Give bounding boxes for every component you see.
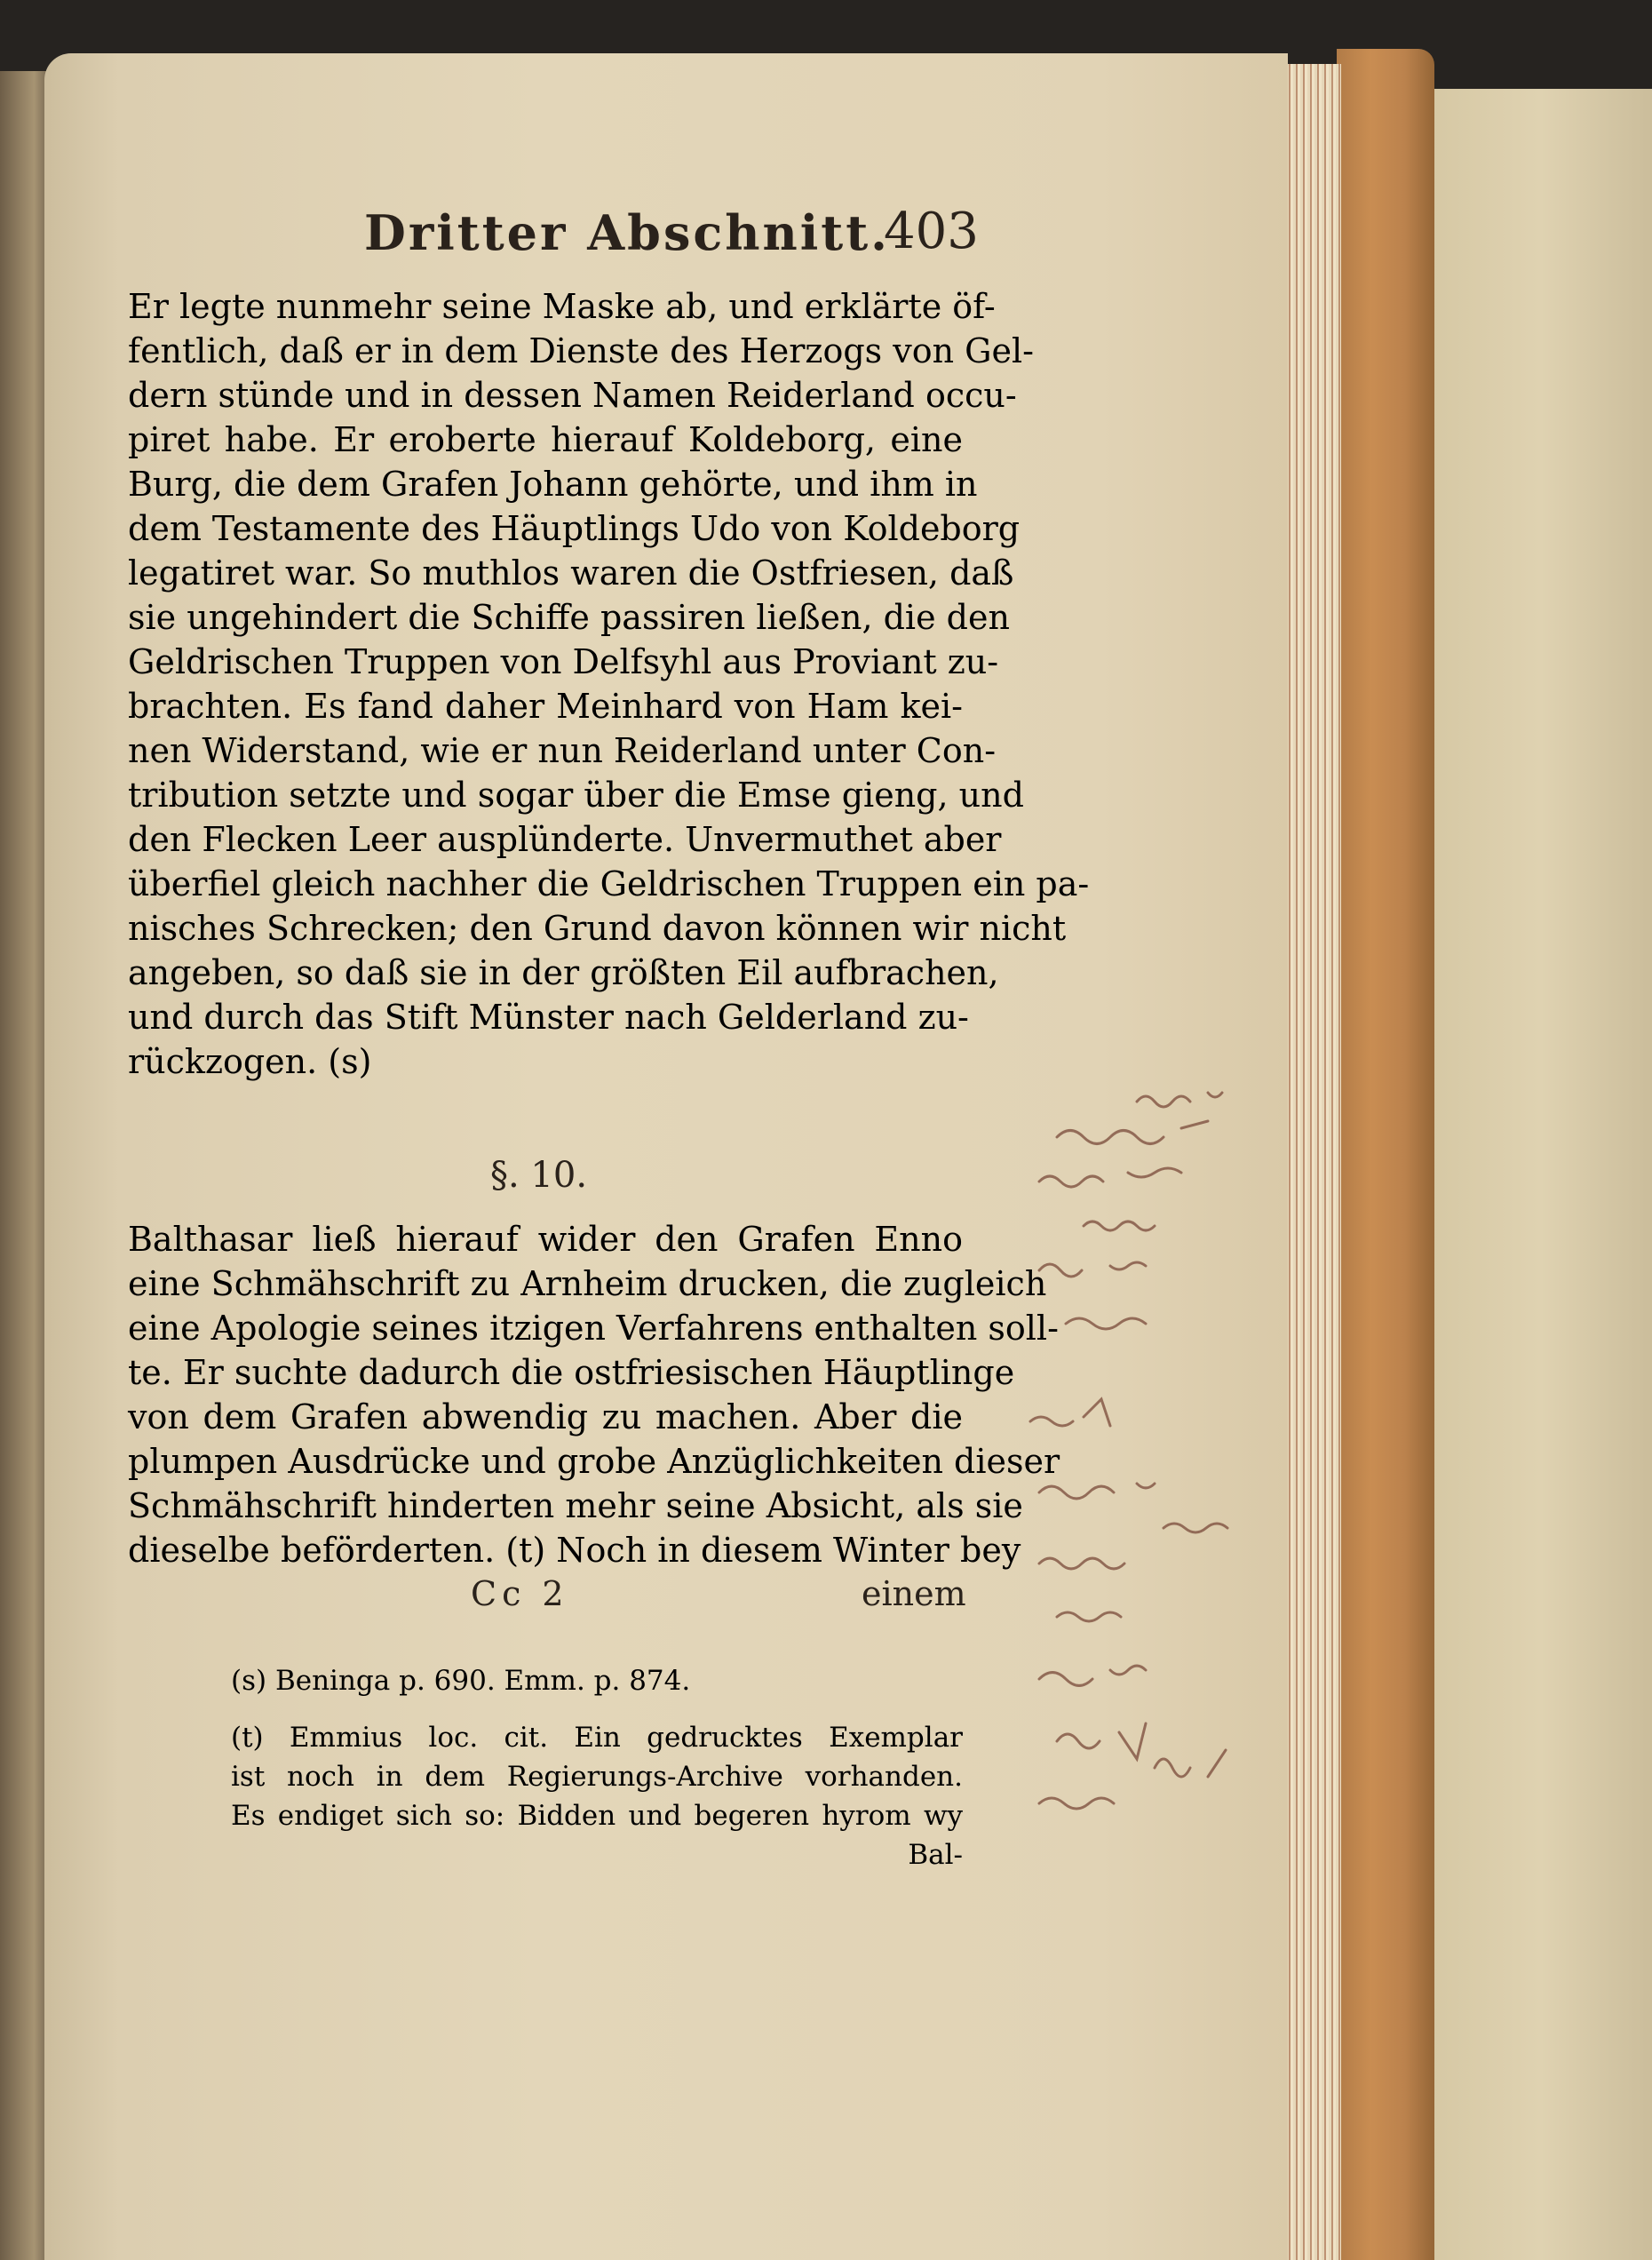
right-margin-strip — [1430, 89, 1652, 2260]
body-line: eine Schmähschrift zu Arnheim drucken, die zugleich — [128, 1264, 1047, 1303]
body-line: angeben, so daß sie in der größten Eil aufbrachen, — [128, 953, 999, 992]
body-line: brachten. Es fand daher Meinhard von Ham kei- — [128, 687, 963, 726]
body-line: Burg, die dem Grafen Johann gehörte, und ihm in — [128, 465, 978, 504]
book-cover-edge — [1337, 49, 1434, 2260]
body-line: und durch das Stift Münster nach Gelderland zu- — [128, 998, 969, 1037]
body-line: rückzogen. (s) — [128, 1042, 372, 1081]
body-line: plumpen Ausdrücke und grobe Anzüglichkeiten dieser — [128, 1442, 1060, 1481]
body-line: eine Apologie seines itzigen Verfahrens enthalten soll- — [128, 1309, 1059, 1348]
running-header: Dritter Abschnitt. — [364, 204, 890, 261]
body-line: dern stünde und in dessen Namen Reiderland occu- — [128, 376, 1017, 415]
body-line: Schmähschrift hinderten mehr seine Absicht, als sie — [128, 1486, 1023, 1525]
body-line: von dem Grafen abwendig zu machen. Aber die — [128, 1397, 963, 1436]
footnotes — [231, 1661, 963, 1874]
body-paragraph-1 — [128, 284, 1090, 1084]
body-line: nen Widerstand, wie er nun Reiderland unter Con- — [128, 731, 997, 770]
body-line: fentlich, daß er in dem Dienste des Herzogs von Gel- — [128, 331, 1034, 370]
body-line: tribution setzte und sogar über die Emse gieng, und — [128, 776, 1024, 815]
signature-mark: Cc 2 — [471, 1574, 569, 1613]
catchword: einem — [862, 1574, 966, 1613]
body-line: Geldrischen Truppen von Delfsyhl aus Proviant zu- — [128, 642, 999, 681]
body-line: dieselbe beförderten. (t) Noch in diesem Winter bey — [128, 1531, 1021, 1570]
footnote-t-line: Es endiget sich so: Bidden und begeren hyrom wy — [231, 1800, 963, 1832]
body-line: Balthasar ließ hierauf wider den Grafen Enno — [128, 1220, 963, 1259]
body-line: Er legte nunmehr seine Maske ab, und erklärte öf- — [128, 287, 996, 326]
body-line: te. Er suchte dadurch die ostfriesischen Häuptlinge — [128, 1353, 1015, 1392]
section-heading: §. 10. — [490, 1155, 588, 1196]
footnote-catchword: Bal- — [908, 1839, 963, 1871]
marginal-handwriting — [1004, 1066, 1297, 1866]
body-line: überfiel gleich nachher die Geldrischen Truppen ein pa- — [128, 864, 1090, 903]
body-line: nisches Schrecken; den Grund davon können wir nicht — [128, 909, 1067, 948]
footnote-t-line: ist noch in dem Regierungs-Archive vorhanden. — [231, 1761, 963, 1793]
page-number: 403 — [884, 203, 979, 260]
body-line: sie ungehindert die Schiffe passiren ließen, die den — [128, 598, 1010, 637]
footnote-s: (s) Beninga p. 690. Emm. p. 874. — [231, 1665, 691, 1697]
footnote-t-line: (t) Emmius loc. cit. Ein gedrucktes Exemplar — [231, 1722, 963, 1754]
body-line: piret habe. Er eroberte hierauf Koldeborg, eine — [128, 420, 963, 459]
body-line: legatiret war. So muthlos waren die Ostfriesen, daß — [128, 553, 1014, 593]
body-line: dem Testamente des Häuptlings Udo von Koldeborg — [128, 509, 1021, 548]
body-paragraph-2 — [128, 1217, 1060, 1572]
body-line: den Flecken Leer ausplünderte. Unvermuthet aber — [128, 820, 1002, 859]
